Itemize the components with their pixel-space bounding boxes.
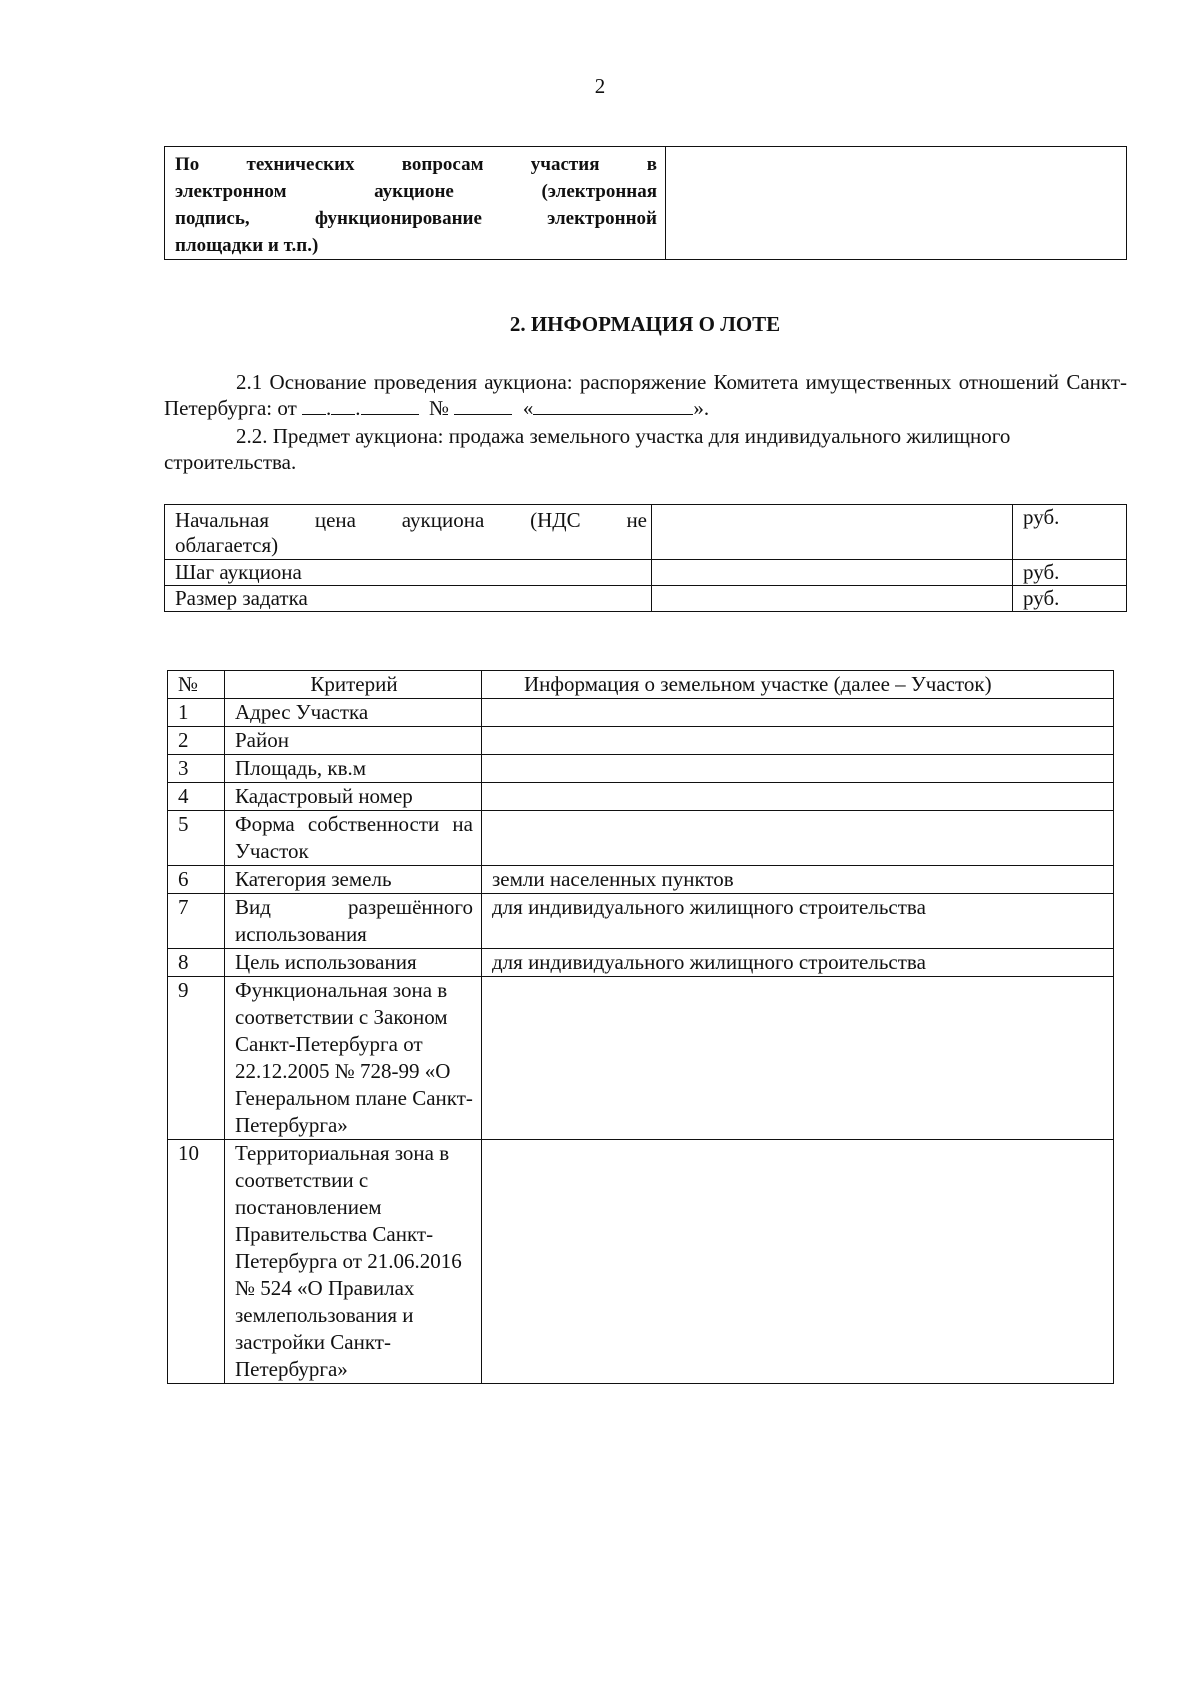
table-row	[165, 586, 1127, 612]
table-row	[168, 783, 1114, 811]
row-criterion: Площадь, кв.м	[225, 755, 482, 783]
table-row	[168, 811, 1114, 866]
number-sign: №	[429, 396, 450, 420]
price-label-rest: облагается)	[175, 533, 279, 557]
section-title: 2. ИНФОРМАЦИЯ О ЛОТЕ	[509, 312, 781, 336]
price-label-line	[175, 508, 647, 533]
row-num: 6	[168, 866, 225, 894]
row-info	[482, 755, 1114, 783]
price-value	[652, 505, 1013, 560]
table-row	[168, 727, 1114, 755]
para-2-1-text: 2.1 Основание проведения аукциона: распоряжение Комитета имущественных отношений Санкт-Петербурга: от	[164, 370, 1127, 420]
row-criterion: Форма собственности на Участок	[225, 811, 482, 866]
tech-support-label-line	[175, 178, 657, 205]
date-sep-2: .	[355, 396, 361, 420]
step-label: Шаг аукциона	[165, 560, 652, 586]
row-num: 8	[168, 949, 225, 977]
row-num: 2	[168, 727, 225, 755]
row-num: 4	[168, 783, 225, 811]
table-row	[165, 560, 1127, 586]
header-info: Информация о земельном участке (далее – Участок)	[482, 671, 1114, 699]
row-criterion: Вид разрешённого использования	[225, 894, 482, 949]
table-header-row	[168, 671, 1114, 699]
date-year-blank	[361, 395, 419, 415]
word: не	[626, 508, 647, 532]
quote-open: «	[522, 396, 534, 420]
row-criterion: Район	[225, 727, 482, 755]
tech-support-label-line	[175, 232, 657, 259]
price-label	[165, 505, 652, 560]
tech-line-4: площадки и т.п.)	[175, 235, 319, 256]
table-row	[168, 1140, 1114, 1384]
table-row	[168, 977, 1114, 1140]
row-info	[482, 783, 1114, 811]
tech-support-table	[164, 146, 1127, 260]
table-row	[168, 894, 1114, 949]
table-row	[168, 949, 1114, 977]
table-row	[168, 866, 1114, 894]
deposit-value	[652, 586, 1013, 612]
row-num: 9	[168, 977, 225, 1140]
row-info: для индивидуального жилищного строительства	[482, 894, 1114, 949]
word: Начальная	[175, 508, 269, 532]
row-info	[482, 727, 1114, 755]
date-sep-1: .	[326, 396, 332, 420]
tech-support-label	[165, 147, 666, 260]
row-info: для индивидуального жилищного строительства	[482, 949, 1114, 977]
paragraph-2-1	[164, 369, 1127, 421]
row-criterion: Функциональная зона в соответствии с Законом Санкт-Петербурга от 22.12.2005 № 728-99 «О Генеральном плане Санкт-Петербурга»	[225, 977, 482, 1140]
table-row	[168, 699, 1114, 727]
row-criterion: Адрес Участка	[225, 699, 482, 727]
deposit-label: Размер задатка	[165, 586, 652, 612]
row-criterion: Категория земель	[225, 866, 482, 894]
tech-support-label-line	[175, 205, 657, 232]
deposit-unit: руб.	[1013, 586, 1127, 612]
order-title-blank	[533, 395, 693, 415]
tech-support-label-line	[175, 151, 657, 178]
word: аукциона	[401, 508, 485, 532]
date-month-blank	[331, 395, 355, 415]
header-criterion: Критерий	[225, 671, 482, 699]
header-num: №	[168, 671, 225, 699]
row-criterion: Территориальная зона в соответствии с постановлением Правительства Санкт-Петербурга от 21.06.2016 № 524 «О Правилах землепользования и застройки Санкт-Петербурга»	[225, 1140, 482, 1384]
step-value	[652, 560, 1013, 586]
price-table	[164, 504, 1127, 612]
word: (НДС	[530, 508, 581, 532]
row-info	[482, 811, 1114, 866]
paragraph-2-2	[164, 423, 1127, 475]
criteria-table	[167, 670, 1114, 1384]
row-num: 10	[168, 1140, 225, 1384]
row-num: 7	[168, 894, 225, 949]
row-num: 1	[168, 699, 225, 727]
tech-line-3: подпись, функционирование электронной	[175, 208, 657, 229]
tech-line-1: По технических вопросам участия в	[175, 154, 657, 175]
page-number: 2	[594, 74, 606, 98]
row-criterion: Цель использования	[225, 949, 482, 977]
para-2-2-text: 2.2. Предмет аукциона: продажа земельного участка для индивидуального жилищного строительства.	[164, 424, 1011, 474]
order-number-blank	[454, 395, 512, 415]
tech-support-value	[666, 147, 1127, 260]
table-row	[168, 755, 1114, 783]
tech-line-2: электронном аукционе (электронная	[175, 181, 657, 202]
row-num: 3	[168, 755, 225, 783]
row-info: земли населенных пунктов	[482, 866, 1114, 894]
row-criterion: Кадастровый номер	[225, 783, 482, 811]
step-unit: руб.	[1013, 560, 1127, 586]
table-row	[165, 505, 1127, 560]
date-day-blank	[302, 395, 326, 415]
price-unit: руб.	[1013, 505, 1127, 560]
row-info	[482, 977, 1114, 1140]
row-num: 5	[168, 811, 225, 866]
row-info	[482, 699, 1114, 727]
row-info	[482, 1140, 1114, 1384]
quote-close: ».	[693, 396, 710, 420]
word: цена	[314, 508, 356, 532]
